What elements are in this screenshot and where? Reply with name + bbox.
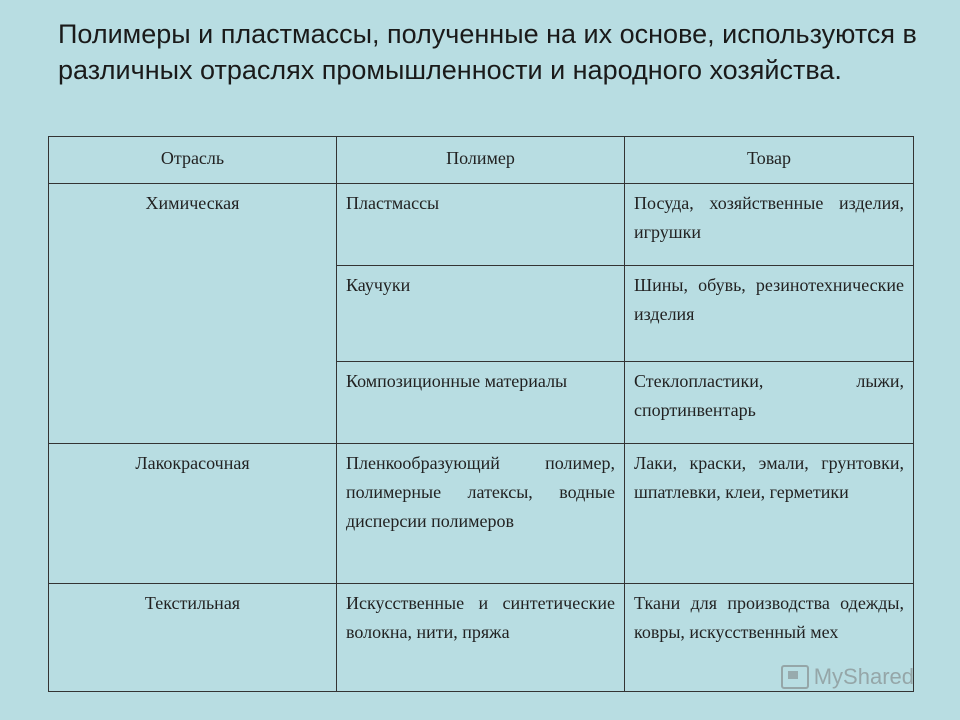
cell-product: Лаки, краски, эмали, грунтовки, шпатлевки, клеи, герметики <box>625 444 914 584</box>
cell-product: Шины, обувь, резинотехнические изделия <box>625 266 914 362</box>
cell-product: Стеклопластики, лыжи, спортинвентарь <box>625 362 914 444</box>
cell-industry: Текстильная <box>49 584 337 692</box>
watermark-text: MyShared <box>813 664 914 689</box>
cell-polymer: Пленкообразующий полимер, полимерные латексы, водные дисперсии полимеров <box>337 444 625 584</box>
table-row <box>49 184 914 266</box>
table-header-row <box>49 137 914 184</box>
presentation-icon <box>781 665 809 689</box>
cell-industry: Лакокрасочная <box>49 444 337 584</box>
cell-industry: Химическая <box>49 184 337 444</box>
header-industry: Отрасль <box>49 137 337 184</box>
header-product: Товар <box>625 137 914 184</box>
watermark <box>781 664 914 690</box>
table-row <box>49 444 914 584</box>
cell-polymer: Искусственные и синтетические волокна, нити, пряжа <box>337 584 625 692</box>
cell-polymer: Каучуки <box>337 266 625 362</box>
cell-product: Посуда, хозяйственные изделия, игрушки <box>625 184 914 266</box>
header-polymer: Полимер <box>337 137 625 184</box>
cell-polymer: Пластмассы <box>337 184 625 266</box>
cell-polymer: Композиционные материалы <box>337 362 625 444</box>
polymers-table <box>48 136 914 692</box>
slide-title: Полимеры и пластмассы, полученные на их основе, используются в различных отраслях промышленности и народного хозяйства. <box>58 19 917 85</box>
cell-product: Ткани для производства одежды, ковры, искусственный мех <box>625 584 914 692</box>
